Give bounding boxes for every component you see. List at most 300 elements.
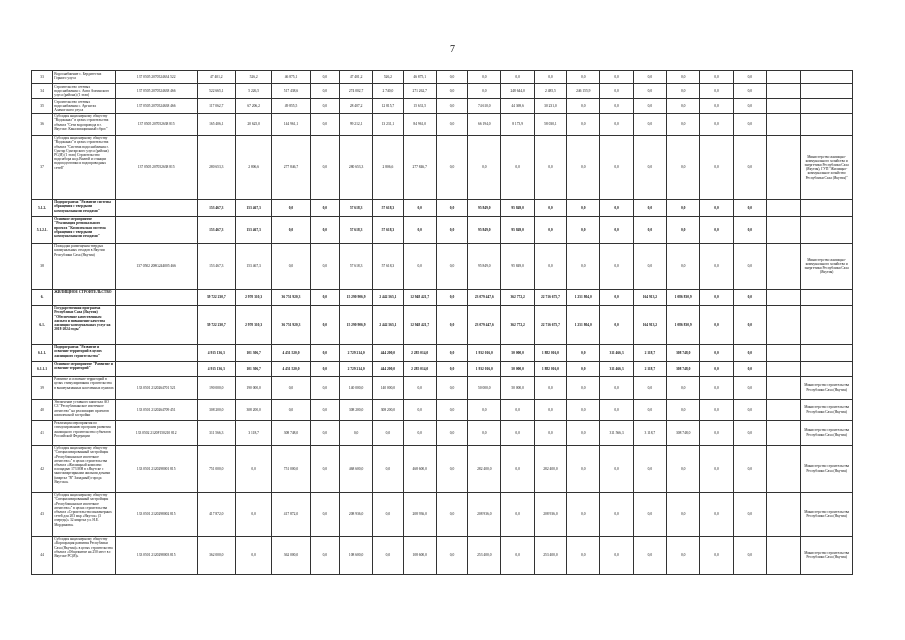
- table-cell: [115, 199, 197, 216]
- table-cell: 140 000,0: [339, 376, 372, 399]
- table-cell: 0,0: [633, 376, 666, 399]
- table-cell: [766, 361, 800, 376]
- table-cell: 137 0505 2070524634 522: [115, 71, 197, 84]
- table-cell: 0,0: [667, 243, 700, 289]
- table-cell: 0,0: [733, 344, 766, 361]
- table-cell: 0,0: [310, 445, 339, 492]
- table-cell: 41: [32, 420, 53, 445]
- table-cell: 1 882 016,0: [534, 361, 566, 376]
- table-cell: [801, 99, 853, 114]
- table-cell: 282 400,0: [468, 445, 501, 492]
- table-cell: 5.1.2.1.: [32, 216, 53, 243]
- table-cell: 23 079 447,6: [468, 305, 501, 344]
- table-cell: 20 625,0: [235, 113, 271, 135]
- table-row: [32, 216, 853, 243]
- table-cell: 0,0: [733, 216, 766, 243]
- table-row: [32, 84, 853, 99]
- table-cell: 0,0: [667, 71, 700, 84]
- table-cell: 4 915 136,3: [197, 344, 235, 361]
- table-cell: 1 932 016,0: [468, 344, 501, 361]
- table-cell: 0,0: [501, 71, 534, 84]
- table-cell: 49 855,5: [272, 99, 310, 114]
- table-cell: [766, 445, 800, 492]
- table-cell: Министерство строительства Республики Саха (Якутия): [801, 536, 853, 574]
- table-cell: [766, 84, 800, 99]
- table-cell: 8 173,9: [501, 113, 534, 135]
- table-cell: 362 000,0: [272, 536, 310, 574]
- table-cell: 0,0: [700, 199, 733, 216]
- table-row: [32, 99, 853, 114]
- table-cell: 0,0: [534, 243, 566, 289]
- table-cell: 0,0: [600, 445, 633, 492]
- table-cell: 0,0: [468, 135, 501, 199]
- table-cell: 137 0505 2070524638 466: [115, 99, 197, 114]
- table-cell: 311 466,3: [600, 361, 633, 376]
- table-cell: 0,0: [310, 492, 339, 536]
- table-cell: 0,0: [633, 135, 666, 199]
- budget-table: [31, 70, 853, 575]
- table-cell: 0,0: [667, 135, 700, 199]
- table-cell: 0,0: [403, 420, 436, 445]
- table-cell: 0,0: [567, 536, 600, 574]
- table-cell: 57 618,3: [339, 199, 372, 216]
- table-row: [32, 376, 853, 399]
- table-cell: 0,0: [501, 135, 534, 199]
- table-cell: [766, 216, 800, 243]
- table-cell: Основное мероприятие "Развитие и освоение территорий": [53, 361, 116, 376]
- table-cell: Площадки размещения твердых коммунальных отходов в Якутии Республики Саха (Якутия): [53, 243, 116, 289]
- table-cell: 95 849,0: [501, 216, 534, 243]
- table-cell: 133 0501 2120264709 451: [115, 399, 197, 420]
- table-cell: 280 653,3: [339, 135, 372, 199]
- table-cell: 117 062,7: [197, 99, 235, 114]
- table-cell: 137 0505 207052638 815: [115, 135, 197, 199]
- table-cell: 95 849,0: [468, 199, 501, 216]
- table-cell: 1 932 016,0: [468, 361, 501, 376]
- table-cell: [766, 344, 800, 361]
- table-cell: 0,0: [310, 71, 339, 84]
- table-cell: 13 231,1: [373, 113, 403, 135]
- table-cell: 95 849,0: [501, 199, 534, 216]
- table-cell: 0,0: [501, 399, 534, 420]
- table-cell: 0,0: [567, 445, 600, 492]
- table-cell: 208 936,0: [534, 492, 566, 536]
- table-cell: 0,0: [700, 216, 733, 243]
- table-cell: 0,0: [534, 399, 566, 420]
- table-cell: 0,0: [633, 84, 666, 99]
- table-cell: 0,0: [600, 243, 633, 289]
- table-cell: 43: [32, 492, 53, 536]
- table-row: [32, 536, 853, 574]
- table-cell: [766, 113, 800, 135]
- table-cell: 58 030,1: [534, 113, 566, 135]
- table-cell: Министерство строительства Республики Саха (Якутия): [801, 376, 853, 399]
- table-cell: 0,0: [501, 420, 534, 445]
- table-cell: [766, 305, 800, 344]
- table-cell: 137 0505 207052638 815: [115, 113, 197, 135]
- table-cell: 1 086 830,9: [667, 305, 700, 344]
- table-cell: 164 913,2: [633, 289, 666, 305]
- table-cell: 0,0: [567, 420, 600, 445]
- table-cell: 0,0: [403, 199, 436, 216]
- table-cell: 46 875,1: [403, 71, 436, 84]
- table-cell: Министерство строительства Республики Саха (Якутия): [801, 399, 853, 420]
- table-cell: 1 882 016,0: [534, 344, 566, 361]
- table-cell: 0,0: [700, 445, 733, 492]
- table-cell: Подпрограмма "Развитие системы обращения с твердыми коммунальными отходами": [53, 199, 116, 216]
- table-row: [32, 199, 853, 216]
- table-cell: Субсидия акционерному обществу «Корпорация развития Республики Саха (Якутия)» в целях строительства объекта «Общежитие на 250 мест в г. Якутске РС(Я)»: [53, 536, 116, 574]
- table-cell: 0,0: [600, 305, 633, 344]
- table-cell: 468 600,0: [403, 445, 436, 492]
- table-cell: 0,0: [403, 376, 436, 399]
- table-cell: 526,2: [235, 71, 271, 84]
- table-cell: [766, 376, 800, 399]
- table-cell: 0,0: [436, 243, 467, 289]
- table-cell: 0,0: [501, 536, 534, 574]
- table-cell: 84 961,0: [403, 113, 436, 135]
- table-cell: 271 262,7: [403, 84, 436, 99]
- table-cell: 0,0: [310, 361, 339, 376]
- table-cell: 0,0: [534, 376, 566, 399]
- table-cell: [766, 71, 800, 84]
- table-cell: 0,0: [567, 216, 600, 243]
- table-cell: [115, 289, 197, 305]
- table-cell: 0,0: [700, 376, 733, 399]
- table-cell: 190 000,0: [235, 376, 271, 399]
- table-cell: [766, 399, 800, 420]
- table-cell: [801, 289, 853, 305]
- table-cell: 208 936,0: [403, 492, 436, 536]
- table-cell: 0,0: [600, 289, 633, 305]
- table-cell: 0,0: [310, 344, 339, 361]
- table-cell: 0,0: [700, 361, 733, 376]
- table-cell: 0,0: [733, 243, 766, 289]
- table-cell: Водоснабжение с. Бердигестях Горного улуса: [53, 71, 116, 84]
- table-cell: 44: [32, 536, 53, 574]
- table-cell: 0,0: [310, 113, 339, 135]
- table-cell: 277 846,7: [403, 135, 436, 199]
- table-cell: 108 600,0: [339, 536, 372, 574]
- table-cell: 0,0: [667, 113, 700, 135]
- table-cell: 0,0: [567, 113, 600, 135]
- table-cell: 95 849,0: [468, 243, 501, 289]
- table-cell: 208 936,0: [468, 492, 501, 536]
- table-cell: 153 467,3: [197, 216, 235, 243]
- table-cell: Развитие и освоение территорий в целях стимулирования строительства в вышеуказанных населенных пунктах: [53, 376, 116, 399]
- table-cell: 0,0: [700, 420, 733, 445]
- table-cell: 0,0: [567, 361, 600, 376]
- table-cell: 0,0: [667, 99, 700, 114]
- page-number: 7: [450, 44, 455, 55]
- table-cell: 311 466,3: [600, 344, 633, 361]
- table-cell: 164 913,2: [633, 305, 666, 344]
- table-cell: 153 467,3: [235, 199, 271, 216]
- table-cell: 0,0: [733, 289, 766, 305]
- table-cell: 444 200,0: [373, 361, 403, 376]
- table-cell: 133 0501 2120264701 521: [115, 376, 197, 399]
- table-cell: 153 467,3: [235, 216, 271, 243]
- table-cell: 0,0: [667, 399, 700, 420]
- table-cell: 253 400,0: [534, 536, 566, 574]
- table-cell: 0,0: [436, 376, 467, 399]
- table-cell: 0,0: [567, 376, 600, 399]
- table-cell: 40: [32, 399, 53, 420]
- table-cell: 6.: [32, 289, 53, 305]
- table-cell: 2 806,6: [235, 135, 271, 199]
- table-cell: Министерство жилищно-коммунального хозяйства и энергетики Республики Саха (Якутия): [801, 243, 853, 289]
- table-cell: Министерство строительства Республики Саха (Якутия): [801, 492, 853, 536]
- table-cell: 4 451 520,0: [272, 361, 310, 376]
- table-cell: 0,0: [600, 99, 633, 114]
- table-cell: 0,0: [310, 216, 339, 243]
- table-cell: Субсидия акционерному обществу "Специализированный застройщик «Республиканское ипотечное агентство»" в целях строительства объекта «Жилищный комплекс площадью 173 МН в г.Якутске с многоквартирными жилыми домами (квартал "В" Западный) города Якутска»: [53, 445, 116, 492]
- table-cell: 22 716 675,7: [534, 305, 566, 344]
- table-cell: Увеличение уставного капитала АО СЗ "Республиканское ипотечное агентство" на реализацию проектов комплексной застройки: [53, 399, 116, 420]
- table-cell: 99 212,1: [339, 113, 372, 135]
- table-cell: 74 610,0: [468, 99, 501, 114]
- table-cell: 0,0: [436, 305, 467, 344]
- table-cell: 0,0: [403, 216, 436, 243]
- table-cell: 28 407,2: [339, 99, 372, 114]
- table-cell: 0,0: [501, 492, 534, 536]
- table-cell: 133 0501 2120298002 815: [115, 492, 197, 536]
- table-cell: 0,0: [733, 99, 766, 114]
- table-cell: 2 485,5: [534, 84, 566, 99]
- table-cell: 50 000,0: [501, 344, 534, 361]
- table-cell: 751 000,0: [197, 445, 235, 492]
- table-cell: 5 226,5: [235, 84, 271, 99]
- table-cell: 0,0: [403, 243, 436, 289]
- table-cell: 2 729 214,0: [339, 344, 372, 361]
- table-cell: 0,0: [436, 361, 467, 376]
- table-cell: 417 872,0: [197, 492, 235, 536]
- table-cell: 0,0: [667, 536, 700, 574]
- table-cell: 12 948 421,7: [403, 305, 436, 344]
- table-cell: 0,0: [468, 399, 501, 420]
- table-cell: 0,0: [436, 113, 467, 135]
- table-cell: 165 406,1: [197, 113, 235, 135]
- table-cell: 0,0: [700, 399, 733, 420]
- table-cell: 0,0: [733, 361, 766, 376]
- table-row: [32, 243, 853, 289]
- table-cell: 0,0: [700, 344, 733, 361]
- table-cell: 37: [32, 135, 53, 199]
- table-cell: 0,0: [534, 71, 566, 84]
- table-cell: 47 401,2: [339, 71, 372, 84]
- table-cell: 0,0: [272, 243, 310, 289]
- table-cell: 308 200,0: [339, 399, 372, 420]
- table-cell: 0,0: [310, 199, 339, 216]
- table-cell: 0,0: [633, 536, 666, 574]
- table-cell: 2 970 310,3: [235, 289, 271, 305]
- table-cell: 0,0: [700, 243, 733, 289]
- table-cell: Строительство сетевых водоснабжения с. Аргахтах Аламогского улуса: [53, 99, 116, 114]
- table-cell: Реализация мероприятия по стимулированию программ развития жилищного строительства субъектов Российской Федерации: [53, 420, 116, 445]
- table-cell: [801, 113, 853, 135]
- table-cell: 0,0: [733, 399, 766, 420]
- table-cell: 0,0: [339, 420, 372, 445]
- table-cell: 0,0: [633, 492, 666, 536]
- table-cell: 308 200,0: [373, 399, 403, 420]
- table-cell: 5.1.2.: [32, 199, 53, 216]
- table-cell: 0,0: [436, 445, 467, 492]
- table-cell: 0,0: [310, 99, 339, 114]
- table-cell: 0,0: [733, 492, 766, 536]
- table-cell: 15 290 906,9: [339, 289, 372, 305]
- table-cell: 108 600,0: [403, 536, 436, 574]
- table-cell: 0,0: [468, 71, 501, 84]
- table-cell: 2 729 214,0: [339, 361, 372, 376]
- table-cell: 0,0: [373, 536, 403, 574]
- table-cell: 47 401,2: [197, 71, 235, 84]
- table-cell: 0,0: [667, 492, 700, 536]
- table-cell: 0,0: [600, 376, 633, 399]
- table-cell: Субсидия акционерному обществу "Водоканал" в целях строительства объекта "Система водоснабжения г. Сунтар Сунтарского улуса (района) РС(Я) (1 этап) Строительство водозабора на р.Вилюй и станции водоподготовки и водопроводных сетей": [53, 135, 116, 199]
- table-cell: Министерство жилищно-коммунального хозяйства и энергетики Республики Саха (Якутия), ГУП "Жилищно-коммунальное хозяйство Республики Саха (Якутия)": [801, 135, 853, 199]
- table-cell: 0,0: [436, 344, 467, 361]
- table-cell: 277 846,7: [272, 135, 310, 199]
- table-cell: 0,0: [310, 135, 339, 199]
- table-cell: 4 451 520,0: [272, 344, 310, 361]
- table-cell: Подпрограмма "Развитие и освоение территорий в целях жилищного строительства": [53, 344, 116, 361]
- table-cell: [766, 99, 800, 114]
- table-cell: 0,0: [436, 536, 467, 574]
- table-cell: 1 086 830,9: [667, 289, 700, 305]
- table-cell: 0,0: [700, 135, 733, 199]
- table-cell: [801, 305, 853, 344]
- table-cell: 0,0: [667, 199, 700, 216]
- table-cell: 57 618,3: [373, 216, 403, 243]
- table-cell: [801, 199, 853, 216]
- table-cell: 0,0: [600, 536, 633, 574]
- table-cell: 0,0: [633, 243, 666, 289]
- table-cell: 0,0: [600, 199, 633, 216]
- table-cell: ЖИЛИЩНОЕ СТРОИТЕЛЬСТВО: [53, 289, 116, 305]
- table-cell: 153 467,3: [197, 243, 235, 289]
- table-cell: 0,0: [310, 399, 339, 420]
- table-cell: 0,0: [436, 99, 467, 114]
- table-cell: 42: [32, 445, 53, 492]
- table-cell: 0,0: [600, 216, 633, 243]
- table-cell: 2 118,7: [633, 344, 666, 361]
- table-cell: 208 936,0: [339, 492, 372, 536]
- table-cell: 144 961,1: [272, 113, 310, 135]
- table-cell: 2 285 014,0: [403, 361, 436, 376]
- table-cell: 101 306,7: [235, 344, 271, 361]
- table-row: [32, 71, 853, 84]
- table-cell: 0,0: [633, 199, 666, 216]
- table-cell: 2 285 014,0: [403, 344, 436, 361]
- table-row: [32, 344, 853, 361]
- table-cell: 57 618,3: [339, 243, 372, 289]
- table-cell: 0,0: [700, 305, 733, 344]
- table-cell: 0,0: [733, 113, 766, 135]
- table-cell: 30 231,0: [534, 99, 566, 114]
- table-cell: 0,0: [534, 216, 566, 243]
- table-cell: 0,0: [567, 344, 600, 361]
- table-cell: 2 806,6: [373, 135, 403, 199]
- table-cell: 0,0: [468, 420, 501, 445]
- table-cell: 0,0: [733, 445, 766, 492]
- table-cell: 2 118,7: [633, 361, 666, 376]
- table-cell: 0,0: [600, 71, 633, 84]
- table-cell: [115, 216, 197, 243]
- table-cell: 0,0: [700, 289, 733, 305]
- table-cell: 0,0: [436, 199, 467, 216]
- table-cell: 67 206,2: [235, 99, 271, 114]
- table-row: [32, 361, 853, 376]
- table-cell: 0,0: [310, 376, 339, 399]
- table-cell: 50 000,0: [501, 361, 534, 376]
- table-cell: 66 194,0: [468, 113, 501, 135]
- table-cell: 0,0: [633, 445, 666, 492]
- table-cell: 0,0: [733, 536, 766, 574]
- table-cell: 0,0: [700, 71, 733, 84]
- table-cell: 6.1.1.1: [32, 361, 53, 376]
- table-cell: 0,0: [600, 492, 633, 536]
- table-cell: 39 722 230,7: [197, 305, 235, 344]
- table-cell: 3 118,7: [633, 420, 666, 445]
- table-cell: 39 722 230,7: [197, 289, 235, 305]
- table-cell: 0,0: [633, 113, 666, 135]
- table-row: [32, 492, 853, 536]
- table-cell: 308 748,0: [667, 361, 700, 376]
- table-cell: 0,0: [272, 376, 310, 399]
- table-cell: 0,0: [733, 71, 766, 84]
- table-cell: Государственная программа Республики Саха (Якутия) "Обеспечение качественным жильем и повышение качества жилищно-коммунальных услуг на 2018-2024 годы": [53, 305, 116, 344]
- table-cell: 248 644,0: [501, 84, 534, 99]
- table-cell: 57 618,3: [373, 243, 403, 289]
- table-cell: Субсидия акционерному обществу "Водоканал" в целях строительства объекта "Сети водопровода в г. Якутске. Канализационный сброс": [53, 113, 116, 135]
- table-cell: 2 970 310,3: [235, 305, 271, 344]
- table-cell: 308 200,0: [235, 399, 271, 420]
- table-cell: 0,0: [436, 71, 467, 84]
- table-cell: 444 200,0: [373, 344, 403, 361]
- table-cell: 0,0: [310, 536, 339, 574]
- table-row: [32, 135, 853, 199]
- table-cell: 46 875,1: [272, 71, 310, 84]
- table-cell: 0,0: [733, 305, 766, 344]
- table-cell: 0,0: [235, 492, 271, 536]
- table-cell: 0,0: [436, 420, 467, 445]
- table-cell: 153 467,3: [235, 243, 271, 289]
- table-cell: 0,0: [733, 199, 766, 216]
- table-cell: 22 716 675,7: [534, 289, 566, 305]
- table-cell: 6.1.1.: [32, 344, 53, 361]
- table-cell: 12 815,7: [373, 99, 403, 114]
- table-cell: 0,0: [667, 376, 700, 399]
- table-cell: 35: [32, 99, 53, 114]
- table-cell: 0,0: [403, 399, 436, 420]
- table-cell: 36 751 920,3: [272, 289, 310, 305]
- table-cell: [766, 199, 800, 216]
- table-cell: 1 251 804,0: [567, 289, 600, 305]
- table-cell: 0,0: [567, 71, 600, 84]
- table-cell: 0,0: [310, 243, 339, 289]
- table-cell: 153 467,3: [197, 199, 235, 216]
- table-cell: 15 290 906,9: [339, 305, 372, 344]
- table-cell: 0,0: [310, 289, 339, 305]
- table-cell: [801, 71, 853, 84]
- table-cell: 362 772,2: [501, 305, 534, 344]
- table-cell: 0,0: [534, 135, 566, 199]
- table-cell: 3 118,7: [235, 420, 271, 445]
- table-cell: Министерство строительства Республики Саха (Якутия): [801, 420, 853, 445]
- table-cell: 44 369,6: [501, 99, 534, 114]
- table-cell: 57 618,3: [373, 199, 403, 216]
- table-cell: 0,0: [700, 536, 733, 574]
